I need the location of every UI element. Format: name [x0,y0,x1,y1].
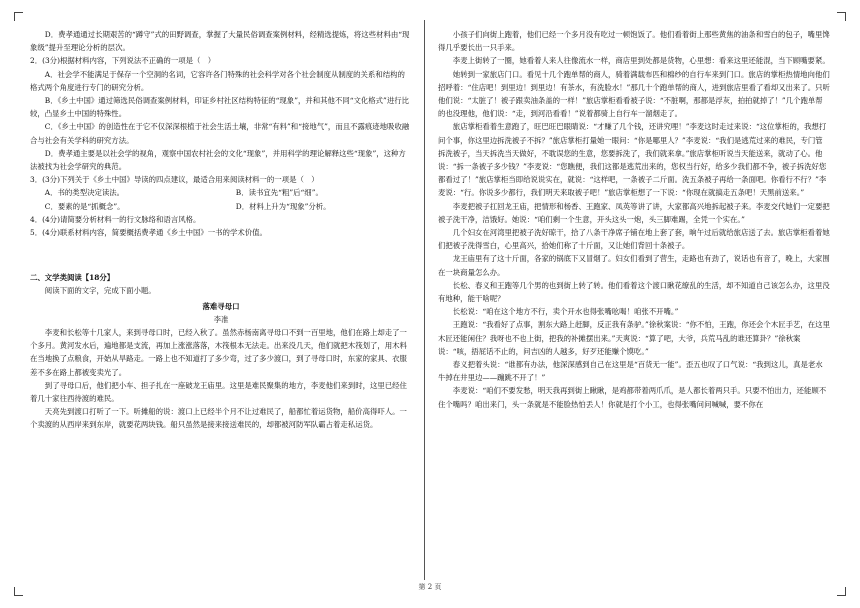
section-instruction: 阅读下面的文字，完成下面小题。 [44,286,156,296]
question-3-option-b: B．读书宜先“粗”后“细”。 [235,188,323,198]
story-paragraph: 几个妇女在河湾里把被子洗好晾干，拾了八条干净席子铺在地上套了套，晌午过后就给旅店送了去。旅店掌柜看着她们把被子洗得雪白，心里高兴，拾她们称了十斤面，又让她们背回十条被子。 [438,228,830,251]
story-paragraph: 小孩子们向街上跑着，他们已经一个多月没有吃过一顿饱饭了。他们看着街上那些黄焦的油条和雪白的包子，嘴里馋得几乎要长出一只手来。 [438,30,830,53]
story-paragraph: 到了寻母口后，他们把小车、担子扎在一座破龙王庙里。这里是难民聚集的地方，李麦他们来到时，这里已经住着几十家往西待渡的难民。 [30,380,407,404]
question-4: 4．(4分)请简要分析材料一的行文脉络和语言风格。 [30,214,201,224]
question-1-option-d: D．费孝通通过长期艰苦的“蹲守”式的田野调查，掌握了大量民俗调查案例材料，经精选提炼，将这些材料由“现象级”提升至理论分析的层次。 [30,30,410,53]
page-number: 第 2 页 [418,583,442,591]
question-3-options-row-2 [30,200,412,213]
answer-space [30,239,412,269]
left-column [30,28,412,432]
crop-mark-top-left [14,12,23,21]
story-paragraph: 李麦把被子扛回龙王庙，把情形和杨香、王跑家、凤英等讲了讲，大家都高兴地拆起被子来。李麦交代她们一定要把被子洗干净，洁饿好。她说：“咱们剩一个生意，开头这头一炮，头三脚难踢，全凭一个实在。” [438,201,830,224]
story-author: 李准 [213,314,229,324]
question-3-option-a: A．书的类型决定读法。 [44,188,125,198]
story-paragraph: 天亮先到渡口打听了一下。听摊船的说：渡口上已经半个月不让过难民了，船都忙着运货物，船价高得吓人。一个卖渡的从西岸来到东岸，就要花两块钱。船只虽然是接来接送难民的，却都被河防军队霸占着走私运货。 [30,407,407,430]
column-divider [424,20,425,580]
story-paragraph: 旅店掌柜看着生意跑了，旺巴旺巴眼睛说：“才赚了几个钱，还讲究哩！”李麦这时走过来说：“这位掌柜的，我想打问个事，你这里边拆洗被子不拆？”旅店掌柜打量她一眼问：“你是哪里人？”李麦说：“我们是逃荒过来的难民，专门管拆洗被子，当天拆洗当天做好，不耽误您的生意，您要拆洗了，我们就来拿。”旅店掌柜听说当天能送来，就动了心。他说：“拆一条被子多少钱？”李麦说：“您瞧便，我们这都是逃荒出来的，您权当行好，给多少我们都不争，被子拆洗好您都看过了！”旅店掌柜当即给说说实在，就说：“这样吧，一条被子二斤面。洗五条被子再给一条面吧。你看行不行？”李麦说：“行。你说多少都行，我们明天来取被子吧！”旅店掌柜想了一下说：“你现在就搞走五条吧！天黑前送来。” [438,122,827,198]
story-paragraph: 王跑说：“我看好了点事，割东大路上赶脚，反正我有条驴。”徐秋案说：“你不怕，王跑，你还会个木匠手艺，在这里木匠还能闲住？我呀也不也上街，把我的补摊摆出来。”天爽说：“算了吧，大爷，兵荒马乱的谁还算卦？”徐秋案说：“咳，捂屁话不止的，问吉凶的人越多，好歹还能赚个馍吃。” [438,320,830,356]
story-paragraph: 李麦上街转了一圈，她看着人来人往像流水一样，商店里到处都是货物，心里想：看来这里还能混，当下顾嘴要紧。 [452,56,830,66]
question-5: 5．(4分)联系材料内容，简要概括费孝通《乡土中国》一书的学术价值。 [30,228,267,238]
right-column [438,28,830,411]
story-paragraph: 长松说：“咱在这个地方不行，卖个开水也得张嘴吆喝！咱张不开嘴。” [452,307,679,317]
question-3-option-c: C．要素的是“抓概念”。 [44,201,125,211]
story-paragraph: 龙王庙里有了这十斤面，各家的锅底下又冒烟了。妇女们看到了营生，走路也有劲了，说话也有音了，晚上，大家围在一块商量怎么办。 [438,254,830,277]
question-3-option-d: D．材料上升为“现象”分析。 [235,201,331,211]
question-2-option-a: A．社会学不能满足于保存一个空洞的名词，它容许各门特殊的社会科学对各个社会制度从制度的关系和结构的格式两个角度进行专门的研究分析。 [30,69,405,92]
question-2-option-b: B．《乡土中国》通过筛选民俗调查案例材料，印证乡村社区结构特征的“现象”，并和其他不同“文化格式”进行比较，凸显乡土中国的特殊性。 [30,96,410,119]
story-paragraph: 李麦和长松等十几家人，来到寻母口时，已经入秋了。虽然赤杨南离寻母口不到一百里地，他们在路上却走了一个多月。黄河发水后，遍地都是支流，再加上涨涨落落，木筏根本无法走。出来没几天，他们就把木筏划了，用木料在当地换了点粮食，开始从旱路走。一路上也不知道打了多少弯，过了多少渡口，到了寻母口时，东家的家具、衣服差不多在路上都被变卖光了。 [30,328,407,377]
story-title: 落难寻母口 [202,301,240,311]
question-3-stem: 3．(3分)下列关于《乡土中国》导读的四点建议，最适合用来阅读材料一的一项是（ ） [30,175,319,185]
question-2-stem: 2．(3分)根据材料内容，下列说法不正确的一项是（ ） [30,56,216,66]
section-title: 二、文学类阅读【18分】 [30,273,115,283]
story-paragraph: 李麦说：“咱们不要发愁，明天我再到街上瞅瞅，是鸡都带着两爪爪，是人都长着两只手。只要不怕出力，还能顾不住个嘴吗？咱出来门，头一条就是不能脸热怕丢人！你就是打个小工，也得张嘴问问喊喊，要不你在 [438,386,827,409]
story-paragraph: 春义把着头说：“谁都有办法，他深深感到自己在这里是“百货无一能”。歪五也叹了口气说：“我到这儿，真是老水牛掉在井里边——蹦跳不开了！” [438,360,823,383]
question-2-option-c: C．《乡土中国》的创造性在于它不仅深深根植于社会生活土壤，非常“有料”和“接地气”，而且不露痕迹地吸收融合与社会有关学科的研究方法。 [30,122,410,145]
question-3-options-row-1 [30,186,412,199]
story-paragraph: 长松、春义和王跑等几个男的也到街上转了转。他们看着这个渡口瞅花缭乱的生活，却不知道自己该怎么办，这里没有地种，能干啥呢？ [438,280,830,304]
story-paragraph: 她转到一家旅店门口。看见十几个跑单帮的商人，骑着满载布匹和棉纱的自行车来到门口。旅店的掌柜热情地向他们招呼着：“住店吧！到里边！到里边！有茶水，有洗脸水！”那几十个跑单帮的商人，进到旅店里看了看却又出来了。只听他们说：“太脏了！被子跟卖油条盖的一样！”旅店掌柜看看被子说：“不脏啊，那都是浮灰，拍拍就掉了！”几个跑单帮的也没理他，他们说：“走，到河沿看看！”说着都骑上自行车一溜烟走了。 [438,69,830,119]
question-2-option-d: D．费孝通主要是以社会学的视角，观察中国农村社会的文化“现象”，并用科学的理论解释这些“现象”，这种方法被找为社会学研究的典范。 [30,148,406,172]
crop-mark-top-right [837,12,846,21]
